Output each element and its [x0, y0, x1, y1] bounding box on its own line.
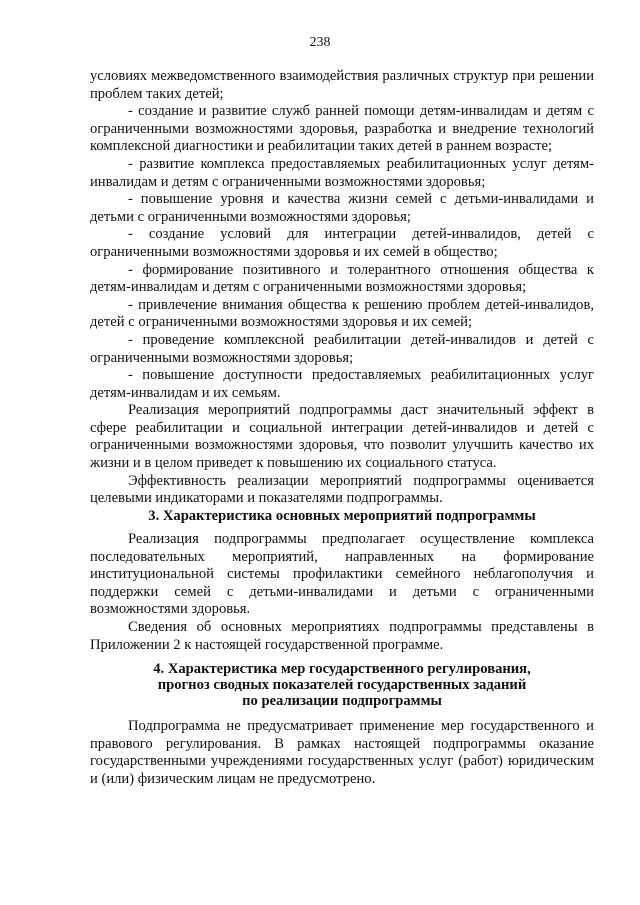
paragraph: Реализация мероприятий подпрограммы даст значительный эффект в сфере реабилитации и социальной интеграции детей-инвалидов и детей с ограниченными возможностями здоровья, что позволит улучшить качество их жизни и в целом приведет к повышению их социального статуса. [90, 402, 594, 472]
paragraph: - повышение уровня и качества жизни семей с детьми-инвалидами и детьми с ограниченными возможностями здоровья; [90, 191, 594, 225]
heading-section-4-line: прогноз сводных показателей государственных заданий [157, 677, 527, 693]
paragraph: Сведения об основных мероприятиях подпрограммы представлены в Приложении 2 к настоящей государственной программе. [90, 618, 594, 653]
text-block-2 [90, 531, 594, 654]
page-number: 238 [309, 35, 331, 50]
heading-section-4 [90, 661, 594, 709]
paragraph: - создание и развитие служб ранней помощи детям-инвалидам и детям с ограниченными возможностями здоровья, разработка и внедрение технологий комплексной диагностики и реабилитации таких детей в раннем возрасте; [90, 103, 594, 155]
paragraph: - формирование позитивного и толерантного отношения общества к детям-инвалидам и детям с ограниченными возможностями здоровья; [90, 261, 594, 296]
heading-section-4-line: 4. Характеристика мер государственного регулирования, [153, 661, 531, 677]
paragraph: Подпрограмма не предусматривает применение мер государственного и правового регулирования. В рамках настоящей подпрограммы оказание государственными учреждениями государственных услуг (работ) юридическим и (или) физическим лицам не предусмотрено. [90, 718, 594, 787]
paragraph: - проведение комплексной реабилитации детей-инвалидов и детей с ограниченными возможностями здоровья; [90, 331, 594, 366]
text-block-3 [90, 718, 594, 788]
paragraph: - привлечение внимания общества к решению проблем детей-инвалидов, детей с ограниченными возможностями здоровья и их семей; [90, 296, 594, 331]
paragraph: Эффективность реализации мероприятий подпрограммы оценивается целевыми индикаторами и показателями подпрограммы. [90, 472, 594, 507]
paragraph: - повышение доступности предоставляемых реабилитационных услуг детям-инвалидам и их семьям. [90, 367, 594, 401]
heading-section-4-line: по реализации подпрограммы [242, 693, 442, 709]
paragraph: Реализация подпрограммы предполагает осуществление комплекса последовательных мероприятий, направленных на формирование институциональной системы профилактики семейного неблагополучия и поддержки семей с детьми-инвалидами и детьми с ограниченными возможностями здоровья. [90, 531, 594, 618]
paragraph: - создание условий для интеграции детей-инвалидов, детей с ограниченными возможностями здоровья и их семей в общество; [90, 226, 594, 260]
text-block-1 [90, 68, 594, 508]
paragraph: - развитие комплекса предоставляемых реабилитационных услуг детям-инвалидам и детям с ограниченными возможностями здоровья; [90, 155, 594, 190]
heading-section-3: 3. Характеристика основных мероприятий подпрограммы [148, 508, 536, 524]
paragraph: условиях межведомственного взаимодействия различных структур при решении проблем таких детей; [90, 68, 594, 102]
